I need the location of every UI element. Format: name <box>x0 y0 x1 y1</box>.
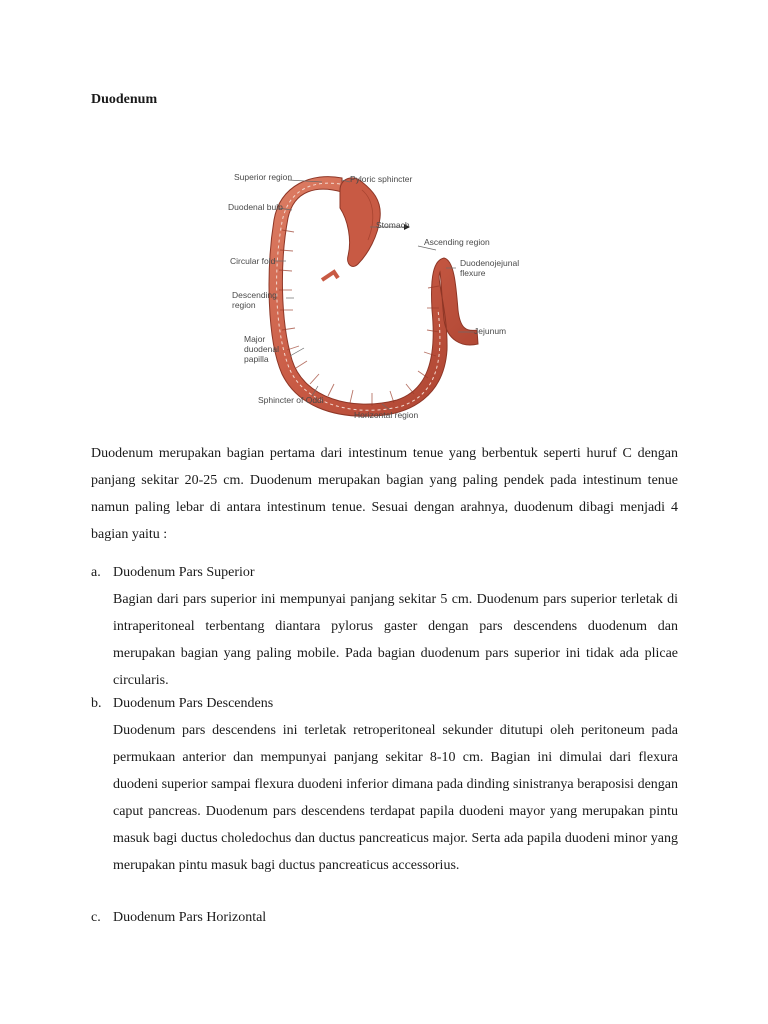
label-sphincter-of-oddi: Sphincter of Oddi <box>258 395 324 405</box>
bile-duct <box>322 272 338 280</box>
label-descending-region-line1: Descending <box>232 290 277 300</box>
label-major-papilla-line1: Major <box>244 334 266 344</box>
section-pars-horizontal <box>91 904 678 931</box>
section-title: Duodenum Pars Horizontal <box>113 910 267 925</box>
label-jejunum: Jejunum <box>474 326 507 336</box>
label-descending-region-line2: region <box>232 300 256 310</box>
label-horizontal-region: Horizontal region <box>354 410 419 420</box>
section-body: Bagian dari pars superior ini mempunyai panjang sekitar 5 cm. Duodenum pars superior terletak di intraperitoneal terbentang diantara pylorus gaster dengan pars descendens duodenum dan merupakan bagian yang paling mobile. Pada bagian duodenum pars superior ini tidak ada plicae circularis. <box>113 592 678 688</box>
section-pars-descendens <box>91 690 678 879</box>
section-body: Duodenum pars descendens ini terletak retroperitoneal sekunder ditutupi oleh peritoneum pada permukaan anterior dan mempunyai panjang sekitar 8-10 cm. Bagian ini dimulai dari flexura duodeni superior sampai flexura duodeni inferior dimana pada dinding sinistranya beraposisi dengan caput pancreas. Duodenum pars descendens terdapat papila duodeni mayor yang merupakan pintu masuk bagi ductus choledochus dan ductus pancreaticus major. Serta ada papila duodeni minor yang merupakan pintu masuk bagi ductus pancreaticus accessorius. <box>113 723 678 873</box>
label-pyloric-sphincter: Pyloric sphincter <box>350 174 413 184</box>
label-stomach: Stomach <box>376 220 410 230</box>
intro-paragraph: Duodenum merupakan bagian pertama dari intestinum tenue yang berbentuk seperti huruf C dengan panjang sekitar 20-25 cm. Duodenum merupakan bagian yang paling pendek pada intestinum tenue namun paling lebar di antara intestinum tenue. Sesuai dengan arahnya, duodenum dibagi menjadi 4 bagian yaitu : <box>91 446 678 542</box>
label-duodenal-bulb: Duodenal bulb <box>228 202 283 212</box>
duodenum-diagram <box>222 160 524 426</box>
label-ascending-region: Ascending region <box>424 237 490 247</box>
label-superior-region: Superior region <box>234 172 293 182</box>
section-heading <box>91 904 678 931</box>
section-letter: b. <box>91 696 102 711</box>
label-duodenojejunal-flexure-line1: Duodenojejunal <box>460 258 520 268</box>
section-letter: a. <box>91 565 101 580</box>
section-letter: c. <box>91 910 101 925</box>
section-heading <box>91 559 678 586</box>
label-major-papilla-line2: duodenal <box>244 344 279 354</box>
label-circular-fold: Circular fold <box>230 256 276 266</box>
document-title: Duodenum <box>91 92 158 107</box>
label-duodenojejunal-flexure-line2: flexure <box>460 268 486 278</box>
duodenum-illustration <box>222 160 524 426</box>
label-major-papilla-line3: papilla <box>244 354 269 364</box>
stomach-shape <box>340 178 380 267</box>
section-heading <box>91 690 678 717</box>
section-pars-superior <box>91 559 678 694</box>
section-title: Duodenum Pars Superior <box>113 565 255 580</box>
section-title: Duodenum Pars Descendens <box>113 696 274 711</box>
